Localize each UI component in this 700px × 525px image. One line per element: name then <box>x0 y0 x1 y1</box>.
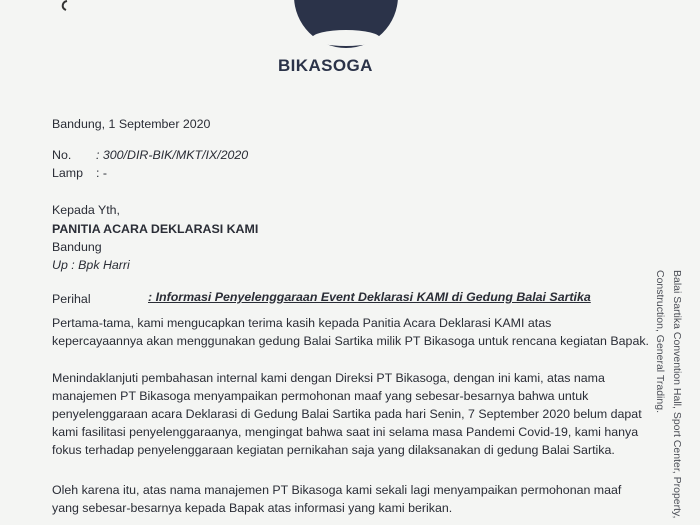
paragraph-line: kepercayaannya akan menggunakan gedung Balai Sartika milik PT Bikasoga untuk rencana kegiatan Bapak. <box>52 334 649 348</box>
sidebar-company-services: Balai Sartika Convention Hall, Sport Center, Property, Construction, General Trading. <box>654 270 683 519</box>
letter-number-label: No. <box>52 148 72 162</box>
paragraph-line: Menindaklanjuti pembahasan internal kami dengan Direksi PT Bikasoga, dengan ini kami, atas nama <box>52 371 605 385</box>
paragraph-line: fokus terhadap penyelenggaraan kegiatan pernikahan saja yang dilaksanakan di gedung Balai Sartika. <box>52 443 615 457</box>
letterhead-corner-mark-icon <box>60 0 70 12</box>
company-brand-name: BIKASOGA <box>278 56 373 75</box>
paragraph-line: Pertama-tama, kami mengucapkan terima kasih kepada Panitia Acara Deklarasi KAMI atas <box>52 316 552 330</box>
paragraph-line: kami fasilitasi penyelenggaraanya, mengingat bahwa saat ini selama masa Pandemi Covid-19, kami hanya <box>52 425 639 439</box>
bikasoga-logo-icon <box>292 0 400 50</box>
subject-value: : Informasi Penyelenggaraan Event Deklarasi KAMI di Gedung Balai Sartika <box>148 290 591 304</box>
place-date: Bandung, 1 September 2020 <box>52 117 211 131</box>
paragraph-line: yang sebesar-besarnya kepada Bapak atas informasi yang kami berikan. <box>52 501 453 515</box>
recipient-city: Bandung <box>52 240 102 254</box>
subject-label: Perihal <box>52 292 91 306</box>
paragraph-line: Oleh karena itu, atas nama manajemen PT Bikasoga kami sekali lagi menyampaikan permohonan maaf <box>52 483 622 497</box>
paragraph-line: penyelenggaraan acara Deklarasi di Gedung Balai Sartika pada hari Senin, 7 September 2020 belum dapat <box>52 407 642 421</box>
letter-number-value: : 300/DIR-BIK/MKT/IX/2020 <box>96 148 249 162</box>
paragraph-line: manajemen PT Bikasoga menyampaikan permohonan maaf yang sebesar-besarnya bahwa untuk <box>52 389 589 403</box>
attachment-value: : - <box>96 166 108 180</box>
recipient-name: PANITIA ACARA DEKLARASI KAMI <box>52 222 259 236</box>
recipient-greeting: Kepada Yth, <box>52 203 120 217</box>
recipient-attention: Up : Bpk Harri <box>52 258 130 272</box>
attachment-label: Lamp <box>52 166 83 180</box>
